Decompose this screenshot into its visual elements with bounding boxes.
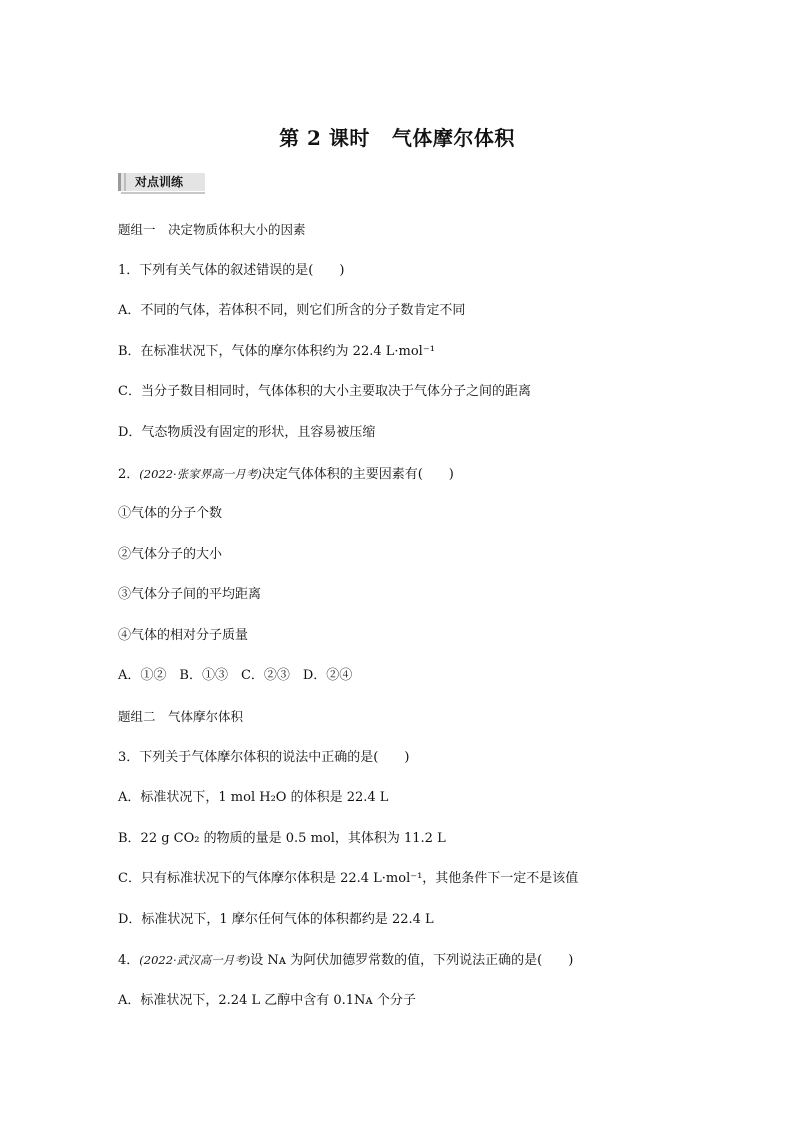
- lesson-number: 第 2 课时: [279, 126, 370, 150]
- section-badge: [118, 173, 205, 191]
- question-2-item-1: ①气体的分子个数: [118, 506, 223, 521]
- question-1-option-d: D．气态物质没有固定的形状，且容易被压缩: [118, 425, 376, 440]
- question-4-option-a: A．标准状况下，2.24 L 乙醇中含有 0.1Nᴀ 个分子: [118, 993, 416, 1008]
- section-badge-label: 对点训练: [135, 175, 184, 189]
- question-2-source: (2022·张家界高一月考): [139, 467, 262, 481]
- group-1-heading: 题组一 决定物质体积大小的因素: [118, 222, 306, 237]
- question-3-option-c: C．只有标准状况下的气体摩尔体积是 22.4 L·mol⁻¹，其他条件下一定不是该值: [118, 871, 579, 886]
- question-2-item-2: ②气体分子的大小: [118, 547, 223, 562]
- question-4-source: (2022·武汉高一月考): [139, 953, 251, 967]
- question-2-options: A．①② B．①③ C．②③ D．②④: [118, 668, 353, 683]
- page-title: [0, 122, 794, 151]
- question-1-option-c: C．当分子数目相同时，气体体积的大小主要取决于气体分子之间的距离: [118, 384, 531, 399]
- question-1-option-b: B．在标准状况下，气体的摩尔体积约为 22.4 L·mol⁻¹: [118, 344, 435, 359]
- question-3-stem: 3．下列关于气体摩尔体积的说法中正确的是( ): [118, 750, 410, 765]
- question-2-item-4: ④气体的相对分子质量: [118, 628, 249, 643]
- question-1-option-a: A．不同的气体，若体积不同，则它们所含的分子数肯定不同: [118, 303, 466, 318]
- question-3-option-b: B．22 g CO₂ 的物质的量是 0.5 mol，其体积为 11.2 L: [118, 831, 446, 846]
- question-4-stem: 4．(2022·武汉高一月考)设 Nᴀ 为阿伏加德罗常数的值，下列说法正确的是( ): [118, 953, 574, 968]
- lesson-topic: 气体摩尔体积: [391, 126, 515, 150]
- question-2-stem: 2．(2022·张家界高一月考)决定气体体积的主要因素有( ): [118, 467, 454, 482]
- question-3-option-a: A．标准状况下，1 mol H₂O 的体积是 22.4 L: [118, 790, 389, 805]
- question-2-item-3: ③气体分子间的平均距离: [118, 587, 262, 602]
- group-2-heading: 题组二 气体摩尔体积: [118, 709, 244, 724]
- question-3-option-d: D．标准状况下，1 摩尔任何气体的体积都约是 22.4 L: [118, 912, 434, 927]
- question-1-stem: 1．下列有关气体的叙述错误的是( ): [118, 263, 345, 278]
